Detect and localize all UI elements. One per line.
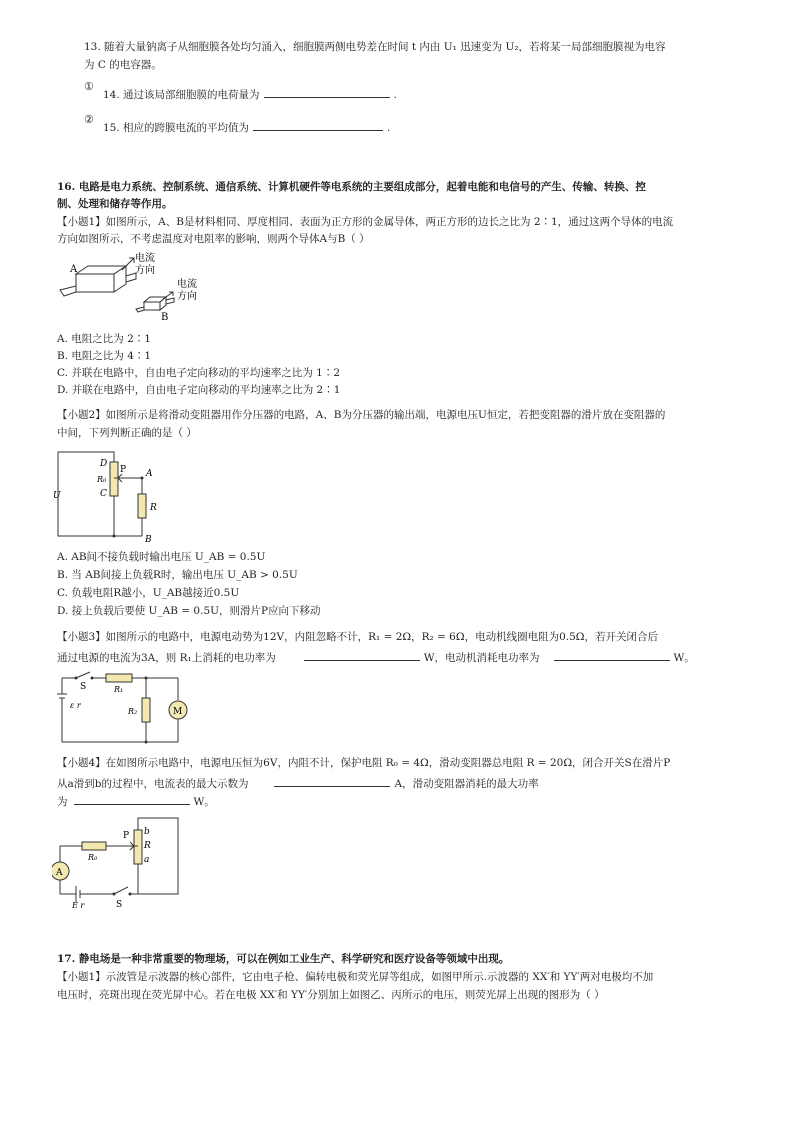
q14-stem bbox=[103, 86, 397, 102]
q16-s3-line2 bbox=[57, 649, 695, 665]
fig2-label-r0: R₀ bbox=[97, 475, 107, 484]
q16-intro-line2: 制、处理和储存等作用。 bbox=[57, 198, 173, 210]
q16-s4-line2 bbox=[57, 775, 539, 791]
q15-answer-blank[interactable] bbox=[253, 119, 383, 131]
subitem-1-marker: ① bbox=[84, 80, 94, 93]
q14-text: 14. 通过该局部细胞膜的电荷量为 bbox=[103, 89, 260, 101]
fig2-label-c: C bbox=[100, 489, 107, 499]
q17-s1-line2: 电压时，亮斑出现在荧光屏中心。若在电极 XX′和 YY′分别加上如图乙、丙所示的电压，则荧光屏上出现的图形为（ ） bbox=[57, 989, 605, 1001]
figure-motor-circuit bbox=[56, 668, 190, 748]
figure-divider-circuit bbox=[52, 446, 162, 544]
q16-s4-blank-2[interactable] bbox=[74, 793, 190, 805]
q16-s4-text-c: 为 bbox=[57, 796, 68, 808]
q16-s3-text-c: W。 bbox=[673, 652, 695, 664]
figure-rheostat-circuit bbox=[52, 814, 184, 910]
q16-s4-line1: 【小题4】在如图所示电路中，电源电压恒为6V，内阻不计，保护电阻 R₀ = 4Ω，滑动变阻器总电阻 R = 20Ω，闭合开关S在滑片P bbox=[57, 757, 671, 769]
q14-answer-blank[interactable] bbox=[264, 86, 390, 98]
fig4-label-p: P bbox=[123, 831, 130, 841]
q16-s4-text-b: A，滑动变阻器消耗的最大功率 bbox=[394, 778, 539, 790]
q16-s1-line1: 【小题1】如图所示，A、B是材料相同、厚度相同、表面为正方形的金属导体，两正方形的边长之比为 2∶1，通过这两个导体的电流 bbox=[57, 216, 674, 228]
fig4-label-b: b bbox=[144, 827, 150, 837]
q16-s2-option-b[interactable]: B. 当 AB间接上负载R时，输出电压 U_AB > 0.5U bbox=[57, 569, 298, 581]
q16-s3-text-b: W，电动机消耗电功率为 bbox=[423, 652, 540, 664]
fig3-label-m: M bbox=[173, 707, 183, 717]
fig2-label-u: U bbox=[53, 491, 61, 501]
fig4-label-r0: R₀ bbox=[88, 853, 98, 862]
q16-s4-line3 bbox=[57, 793, 215, 809]
q16-s4-text-d: W。 bbox=[193, 796, 215, 808]
q16-s3-blank-2[interactable] bbox=[554, 649, 670, 661]
q16-s1-option-c[interactable]: C. 并联在电路中，自由电子定向移动的平均速率之比为 1∶2 bbox=[57, 367, 341, 379]
q16-intro-line1: 16. 电路是电力系统、控制系统、通信系统、计算机硬件等电系统的主要组成部分，起着电能和电信号的产生、传输、转换、控 bbox=[57, 181, 646, 193]
q16-s2-line2: 中间，下列判断正确的是（ ） bbox=[57, 427, 197, 439]
q16-s1-line2: 方向如图所示，不考虑温度对电阻率的影响，则两个导体A与B（ ） bbox=[57, 233, 370, 245]
fig2-label-a: A bbox=[146, 469, 153, 479]
q15-stem bbox=[103, 119, 390, 135]
fig4-label-s: S bbox=[116, 900, 123, 910]
fig3-label-er: ε r bbox=[70, 701, 81, 710]
q13-stem-line2: 为 C 的电容器。 bbox=[84, 59, 162, 71]
fig4-ammeter-label: A bbox=[56, 868, 63, 878]
q16-s4-blank-1[interactable] bbox=[274, 775, 390, 787]
q14-end: . bbox=[393, 89, 397, 101]
fig2-label-r: R bbox=[150, 503, 157, 513]
fig1-dir2-line1: 电流 bbox=[177, 279, 197, 290]
q16-s3-text-a: 通过电源的电流为3A，则 R₁上消耗的电功率为 bbox=[57, 652, 276, 664]
q16-s2-option-d[interactable]: D. 接上负载后要使 U_AB = 0.5U，则滑片P应向下移动 bbox=[57, 605, 321, 617]
fig3-label-r1: R₁ bbox=[114, 685, 124, 694]
fig4-label-a: a bbox=[144, 855, 150, 865]
q16-s1-option-a[interactable]: A. 电阻之比为 2∶1 bbox=[57, 333, 151, 345]
fig1-dir2-line2: 方向 bbox=[177, 291, 197, 302]
fig2-label-p: P bbox=[120, 465, 127, 475]
q16-s4-text-a: 从a滑到b的过程中，电流表的最大示数为 bbox=[57, 778, 249, 790]
q17-s1-line1: 【小题1】示波管是示波器的核心部件，它由电子枪、偏转电极和荧光屏等组成，如图甲所示.示波器的 XX′和 YY′两对电极均不加 bbox=[57, 971, 654, 983]
subitem-2-marker: ② bbox=[84, 113, 94, 126]
q13-stem-line1: 13. 随着大量钠离子从细胞膜各处均匀涌入，细胞膜两侧电势差在时间 t 内由 U₁ 迅速变为 U₂，若将某一局部细胞膜视为电容 bbox=[84, 41, 666, 53]
q16-s2-line1: 【小题2】如图所示是将滑动变阻器用作分压器的电路，A、B为分压器的输出端，电源电压U恒定，若把变阻器的滑片放在变阻器的 bbox=[57, 409, 666, 421]
q16-s3-blank-1[interactable] bbox=[304, 649, 420, 661]
fig4-label-er: E r bbox=[72, 901, 85, 910]
figure-conductors bbox=[56, 252, 216, 324]
q15-text: 15. 相应的跨膜电流的平均值为 bbox=[103, 122, 250, 134]
q16-s2-option-c[interactable]: C. 负载电阻R越小，U_AB越接近0.5U bbox=[57, 587, 240, 599]
q16-s1-option-b[interactable]: B. 电阻之比为 4∶1 bbox=[57, 350, 152, 362]
fig2-label-d: D bbox=[100, 459, 108, 469]
q16-s3-line1: 【小题3】如图所示的电路中，电源电动势为12V，内阻忽略不计，R₁ = 2Ω，R₂ = 6Ω，电动机线圈电阻为0.5Ω，若开关闭合后 bbox=[57, 631, 658, 643]
q16-s2-option-a[interactable]: A. AB间不接负载时输出电压 U_AB = 0.5U bbox=[57, 551, 266, 563]
q17-intro: 17. 静电场是一种非常重要的物理场，可以在例如工业生产、科学研究和医疗设备等领域中出现。 bbox=[57, 953, 510, 965]
fig1-dir1-line1: 电流 bbox=[135, 253, 155, 264]
fig1-label-a: A bbox=[70, 264, 78, 275]
fig4-label-r: R bbox=[144, 841, 151, 851]
fig1-label-b: B bbox=[161, 312, 169, 323]
fig1-dir1-line2: 方向 bbox=[135, 265, 155, 276]
q15-end: . bbox=[387, 122, 391, 134]
fig2-label-b: B bbox=[145, 535, 152, 544]
fig3-label-s: S bbox=[80, 682, 87, 692]
q16-s1-option-d[interactable]: D. 并联在电路中，自由电子定向移动的平均速率之比为 2∶1 bbox=[57, 384, 341, 396]
fig3-label-r2: R₂ bbox=[128, 707, 138, 716]
